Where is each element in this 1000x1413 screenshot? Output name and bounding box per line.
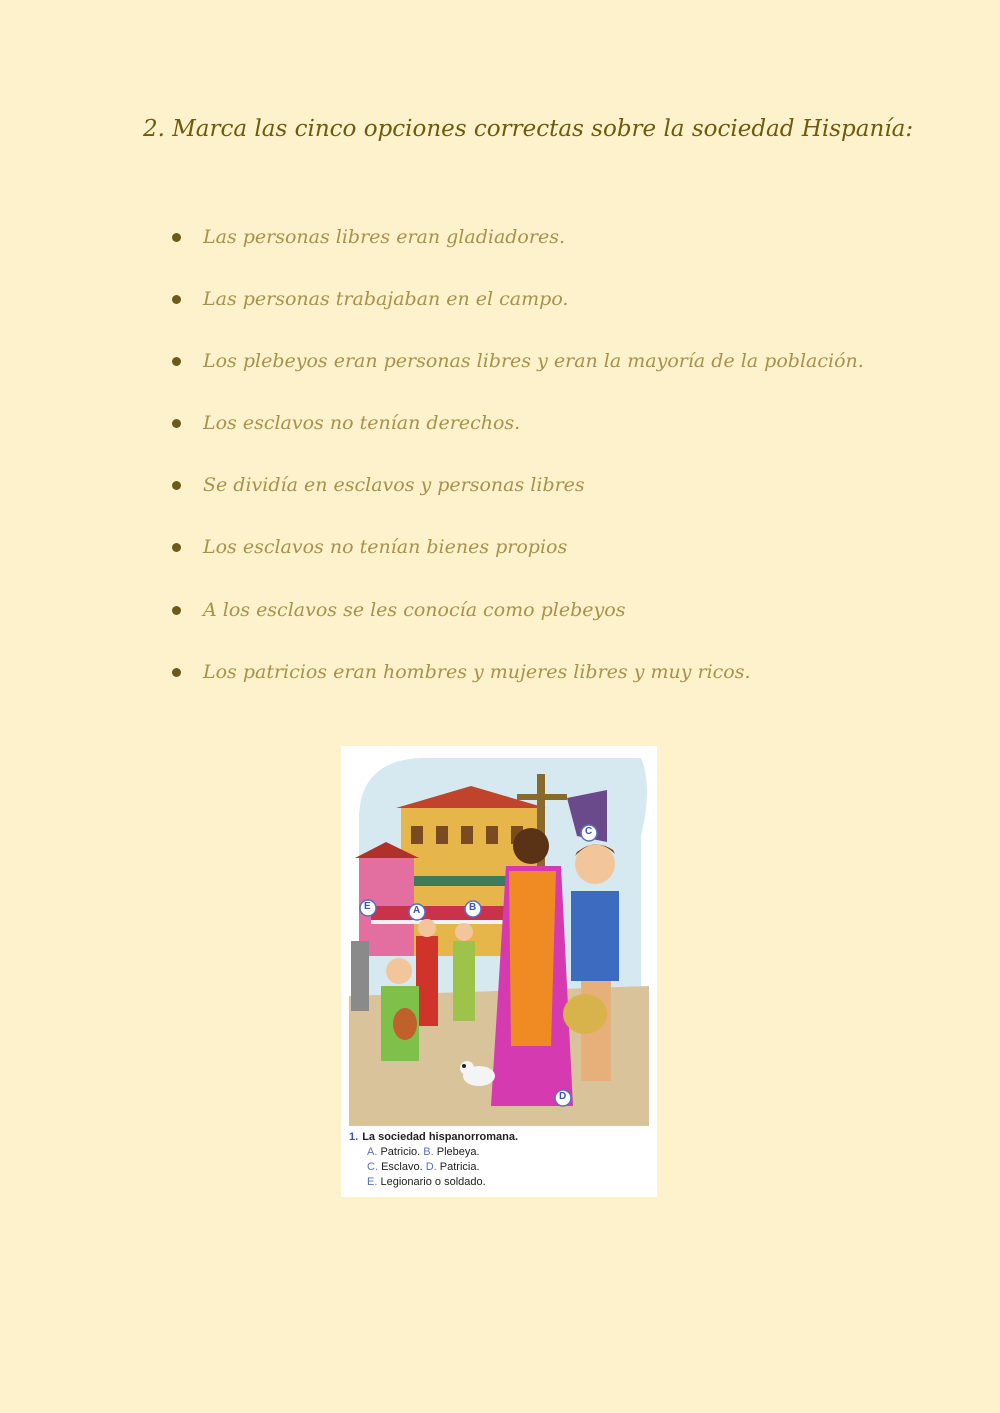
- option-label: Los esclavos no tenían derechos.: [203, 412, 521, 434]
- caption-letter-b: B.: [423, 1146, 434, 1158]
- question-title: 2. Marca las cinco opciones correctas sobre la sociedad Hispanía:: [143, 116, 914, 142]
- bullet-icon: [172, 668, 181, 677]
- option-label: A los esclavos se les conocía como plebeyos: [203, 599, 626, 621]
- bullet-icon: [172, 543, 181, 552]
- caption-text-c: Esclavo.: [381, 1161, 423, 1173]
- caption-text-b: Plebeya.: [436, 1146, 480, 1158]
- option-label: Las personas libres eran gladiadores.: [203, 226, 565, 248]
- option-item[interactable]: [172, 530, 912, 564]
- option-item[interactable]: [172, 282, 912, 316]
- option-label: Los plebeyos eran personas libres y eran la mayoría de la población.: [203, 350, 864, 372]
- caption-number: 1.: [349, 1131, 359, 1143]
- caption-text-d: Patricia.: [439, 1161, 480, 1173]
- option-item[interactable]: [172, 655, 912, 689]
- caption-title: La sociedad hispanorromana.: [362, 1131, 519, 1143]
- bullet-icon: [172, 419, 181, 428]
- option-label: Los patricios eran hombres y mujeres libres y muy ricos.: [203, 661, 751, 683]
- marker-d-label: D: [559, 1091, 567, 1102]
- bullet-icon: [172, 481, 181, 490]
- bullet-icon: [172, 295, 181, 304]
- option-item[interactable]: [172, 406, 912, 440]
- option-label: Se dividía en esclavos y personas libres: [203, 474, 585, 496]
- option-label: Los esclavos no tenían bienes propios: [203, 536, 568, 558]
- bullet-icon: [172, 233, 181, 242]
- caption-text-e: Legionario o soldado.: [380, 1176, 486, 1188]
- marker-a-label: A: [413, 905, 421, 916]
- marker-e-label: E: [364, 901, 371, 912]
- option-item[interactable]: [172, 468, 912, 502]
- caption-letter-c: C.: [367, 1161, 378, 1173]
- option-item[interactable]: [172, 220, 912, 254]
- caption-letter-e: E.: [367, 1176, 378, 1188]
- illustration-scene: [341, 746, 657, 1126]
- roman-society-illustration: [341, 746, 657, 1197]
- caption-letter-a: A.: [367, 1146, 378, 1158]
- bullet-icon: [172, 606, 181, 615]
- figure-caption: [349, 1130, 649, 1190]
- caption-text-a: Patricio.: [380, 1146, 421, 1158]
- marker-b-label: B: [469, 902, 477, 913]
- bullet-icon: [172, 357, 181, 366]
- option-item[interactable]: [172, 344, 912, 378]
- option-item[interactable]: [172, 593, 912, 627]
- marker-c-label: C: [585, 826, 593, 837]
- caption-letter-d: D.: [425, 1161, 437, 1173]
- option-label: Las personas trabajaban en el campo.: [203, 288, 569, 310]
